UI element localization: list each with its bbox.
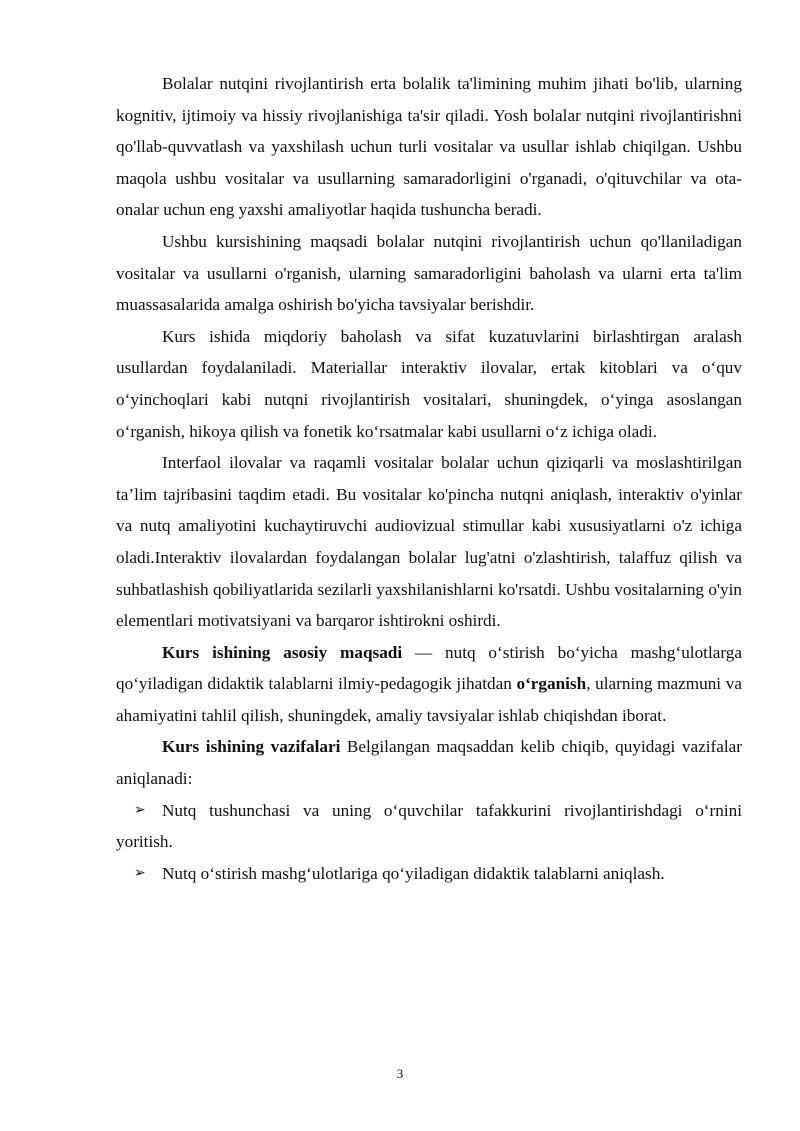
list-item	[116, 858, 742, 890]
paragraph-interactive-tools: Interfaol ilovalar va raqamli vositalar bolalar uchun qiziqarli va moslashtirilgan ta’lim tajribasini taqdim etadi. Bu vositalar ko'pincha nutqni aniqlash, interaktiv o'yinlar va nutq amaliyotini kuchaytiruvchi audiovizual stimullar kabi xususiyatlarni o'z ichiga oladi.Interaktiv ilovalardan foydalangan bolalar lug'atni o'zlashtirish, talaffuz qilish va suhbatlashish qobiliyatlarida sezilarli yaxshilanishlarni ko'rsatdi. Ushbu vositalarning o'yin elementlari motivatsiyani va barqaror ishtirokni oshirdi.	[116, 453, 742, 631]
list-item-text: Nutq tushunchasi va uning o‘quvchilar tafakkurini rivojlantirishdagi o‘rnini yoritish.	[116, 800, 742, 852]
paragraph-main-goal	[116, 637, 742, 732]
main-goal-text-a: — nutq o‘stirish bo‘yicha mashg‘ulotlarga qo‘yiladigan didaktik talablarni ilmiy-pedagogik jihatdan	[116, 642, 742, 694]
paragraph-purpose: Ushbu kursishining maqsadi bolalar nutqini rivojlantirish uchun qo'llaniladigan vositalar va usullarni o'rganish, ularning samaradorligini baholash va ularni erta ta'lim muassasalarida amalga oshirish bo'yicha tavsiyalar berishdir.	[116, 231, 742, 315]
tasks-text: Belgilangan maqsaddan kelib chiqib, quyidagi vazifalar aniqlanadi:	[116, 737, 743, 789]
list-item	[116, 795, 742, 858]
paragraph-methods: Kurs ishida miqdoriy baholash va sifat kuzatuvlarini birlashtirgan aralash usullardan foydalaniladi. Materiallar interaktiv ilovalar, ertak kitoblari va o‘quv o‘yinchoqlari kabi nutqni rivojlantirish vositalari, shuningdek, o‘yinga asoslangan o‘rganish, hikoya qilish va fonetik ko‘rsatmalar kabi usullarni o‘z ichiga oladi.	[116, 326, 742, 441]
main-goal-heading: Kurs ishining asosiy maqsadi	[162, 642, 403, 662]
tasks-heading: Kurs ishining vazifalari	[162, 737, 341, 757]
list-item-text: Nutq o‘stirish mashg‘ulotlariga qo‘yiladigan didaktik talablarni aniqlash.	[162, 863, 665, 883]
main-goal-emphasis: o‘rganish	[516, 674, 587, 694]
document-body	[116, 68, 742, 889]
page-number: 3	[396, 1066, 404, 1081]
arrow-bullet-icon: ➢	[134, 801, 146, 818]
main-goal-text-b: , ularning mazmuni va ahamiyatini tahlil qilish, shuningdek, amaliy tavsiyalar ishlab chiqishdan iborat.	[116, 674, 742, 725]
paragraph-tasks	[116, 731, 742, 794]
paragraph-intro: Bolalar nutqini rivojlantirish erta bolalik ta'limining muhim jihati bo'lib, ularning kognitiv, ijtimoiy va hissiy rivojlanishiga ta'sir qiladi. Yosh bolalar nutqini rivojlantirishni qo'llab-quvvatlash va yaxshilash uchun turli vositalar va usullar ishlab chiqilgan. Ushbu maqola ushbu vositalar va usullarning samaradorligini o'rganadi, o'qituvchilar va ota-onalar uchun eng yaxshi amaliyotlar haqida tushuncha beradi.	[116, 74, 742, 220]
arrow-bullet-icon: ➢	[134, 864, 146, 881]
